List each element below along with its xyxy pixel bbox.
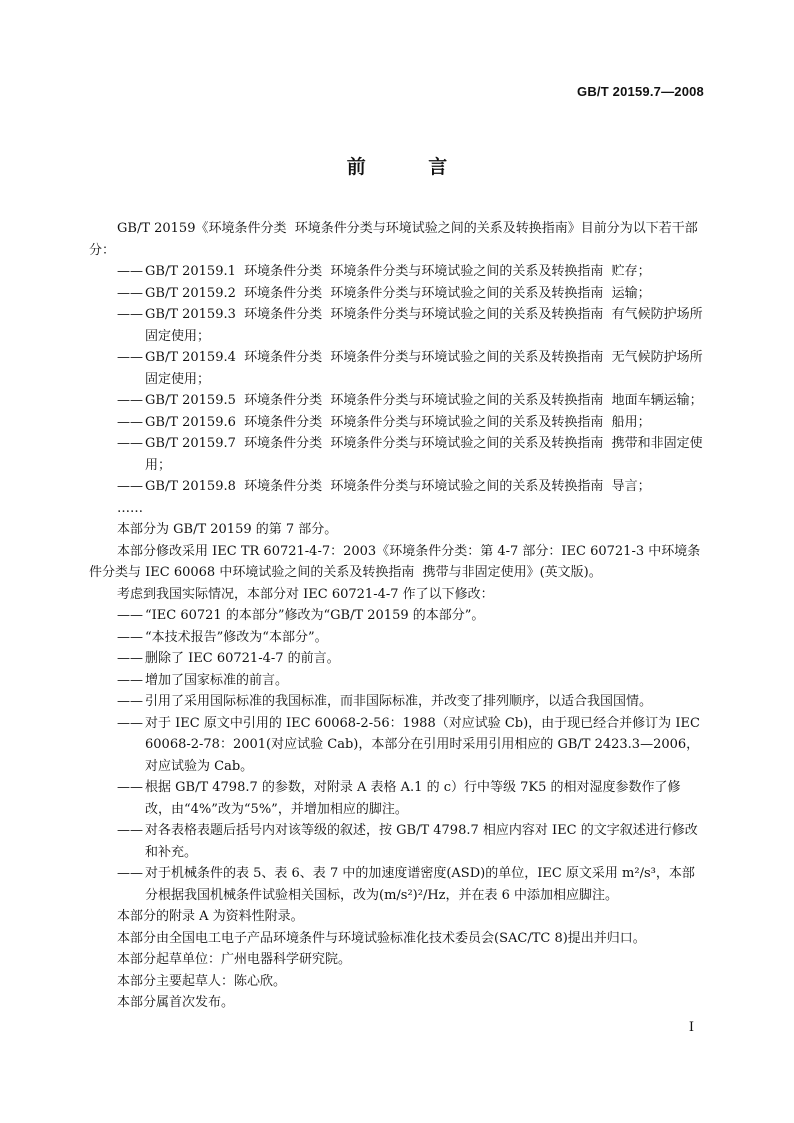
list-item-text: 对于 IEC 原文中引用的 IEC 60068-2-56：1988（对应试验 Cb)，由于现已经合并修订为 IEC 60068-2-78：2001(对应试验 Cab)，本部分在引用时采用引用相应的 GB/T 2423.3—2006，对应试验为 Cab。 [145,715,705,774]
list-item-text: GB/T 20159.2 环境条件分类 环境条件分类与环境试验之间的关系及转换指南 运输； [145,285,651,301]
dash-marker: —— [117,780,143,795]
list-item-text: GB/T 20159.7 环境条件分类 环境条件分类与环境试验之间的关系及转换指南 携带和非固定使用； [145,436,703,473]
dash-marker: —— [117,414,143,430]
dash-marker: —— [117,436,143,451]
list-item [89,670,705,692]
ellipsis: …… [117,500,143,516]
list-item-text: GB/T 20159.1 环境条件分类 环境条件分类与环境试验之间的关系及转换指南 贮存； [145,264,651,279]
page-title: 前 言 [346,156,476,178]
dash-marker: —— [117,264,143,279]
drafting-unit: 本部分起草单位：广州电器科学研究院。 [117,952,352,967]
list-item [89,627,705,649]
list-item [89,476,705,498]
list-item [89,304,705,347]
list-item-text: GB/T 20159.6 环境条件分类 环境条件分类与环境试验之间的关系及转换指南 船用； [145,414,651,430]
list-item [89,820,705,863]
list-item-text: 删除了 IEC 60721-4-7 的前言。 [145,651,340,666]
adoption-paragraph: 本部分修改采用 IEC TR 60721-4-7：2003《环境条件分类：第 4-7 部分：IEC 60721-3 中环境条件分类与 IEC 60068 中环境试验之间的关系及转换指南 携带与非固定使用》(英文版)。 [89,543,701,580]
dash-marker: —— [117,715,143,731]
proposer-statement: 本部分由全国电工电子产品环境条件与环境试验标准化技术委员会(SAC/TC 8)提出并归口。 [117,930,646,946]
list-item [89,261,705,283]
list-item-text: 引用了采用国际标准的我国标准，而非国际标准，并改变了排列顺序，以适合我国国情。 [145,694,653,709]
dash-marker: —— [117,672,143,688]
list-item-text: GB/T 20159.3 环境条件分类 环境条件分类与环境试验之间的关系及转换指南 有气候防护场所固定使用； [145,307,703,344]
dash-marker: —— [117,694,143,709]
list-item-text: GB/T 20159.4 环境条件分类 环境条件分类与环境试验之间的关系及转换指南 无气候防护场所固定使用； [145,350,703,387]
list-item [89,777,705,820]
list-item-text: GB/T 20159.8 环境条件分类 环境条件分类与环境试验之间的关系及转换指南 导言； [145,479,651,494]
list-item-text: “本技术报告”修改为“本部分”。 [145,629,328,645]
dash-marker: —— [117,823,143,838]
first-release-statement: 本部分属首次发布。 [117,995,235,1010]
list-item [89,390,705,412]
dash-marker: —— [117,393,143,408]
list-item [89,283,705,305]
list-item-text: 对各表格表题后括号内对该等级的叙述，按 GB/T 4798.7 相应内容对 IEC 的文字叙述进行修改和补充。 [145,823,698,860]
dash-marker: —— [117,350,143,365]
foreword-body [89,218,705,1014]
list-item-text: 增加了国家标准的前言。 [145,672,289,688]
dash-marker: —— [117,285,143,301]
list-item [89,412,705,434]
parts-list [89,261,705,519]
list-item [89,713,705,778]
modifications-list [89,605,705,906]
list-item-text: “IEC 60721 的本部分”修改为“GB/T 20159 的本部分”。 [145,608,485,623]
list-item-text: 对于机械条件的表 5、表 6、表 7 中的加速度谱密度(ASD)的单位，IEC 原文采用 m²/s³，本部分根据我国机械条件试验相关国标，改为(m/s²)²/Hz，并在表 6 中添加相应脚注。 [145,866,695,903]
dash-marker: —— [117,629,143,645]
dash-marker: —— [117,608,143,623]
list-item [89,433,705,476]
list-item [89,347,705,390]
list-item [89,691,705,713]
list-item [89,605,705,627]
main-drafter: 本部分主要起草人：陈心欣。 [117,973,287,989]
dash-marker: —— [117,479,143,494]
page-number: I [688,1020,694,1035]
intro-paragraph: GB/T 20159《环境条件分类 环境条件分类与环境试验之间的关系及转换指南》目前分为以下若干部分： [89,221,698,258]
dash-marker: —— [117,307,143,322]
list-item-text: GB/T 20159.5 环境条件分类 环境条件分类与环境试验之间的关系及转换指南 地面车辆运输； [145,393,703,408]
list-item [89,648,705,670]
list-item-text: 根据 GB/T 4798.7 的参数，对附录 A 表格 A.1 的 c）行中等级 7K5 的相对湿度参数作了修改，由“4%”改为“5%”，并增加相应的脚注。 [145,780,681,817]
list-item [89,863,705,906]
part-statement: 本部分为 GB/T 20159 的第 7 部分。 [117,522,338,537]
annex-statement: 本部分的附录 A 为资料性附录。 [117,909,304,924]
modifications-intro: 考虑到我国实际情况，本部分对 IEC 60721-4-7 作了以下修改： [117,586,494,602]
dash-marker: —— [117,866,143,881]
standard-code: GB/T 20159.7—2008 [577,84,704,99]
dash-marker: —— [117,651,143,666]
